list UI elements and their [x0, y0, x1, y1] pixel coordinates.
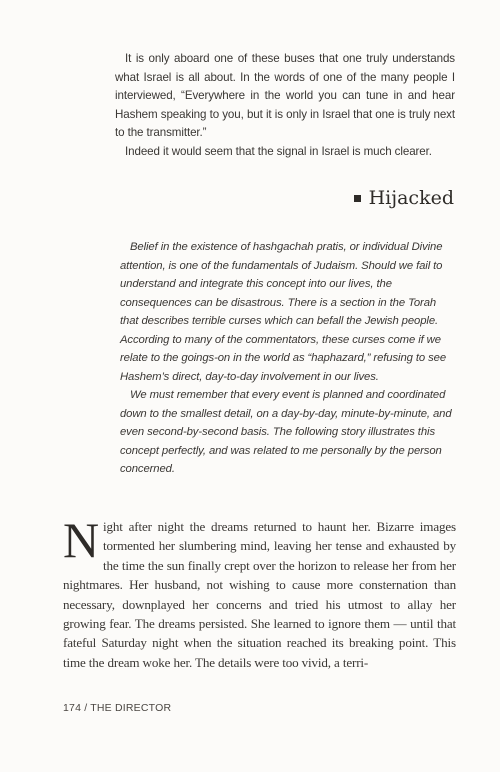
intro-passage — [115, 50, 455, 162]
story-paragraph — [63, 512, 456, 672]
section-heading-text: Hijacked — [368, 187, 454, 209]
drop-cap: N — [63, 512, 99, 568]
intro-paragraph-2: Indeed it would seem that the signal in Israel is much clearer. — [125, 144, 432, 158]
italic-paragraph-2: We must remember that every event is planned and coordinated down to the smallest detail, on a day-by-day, minute-by-minute, and even second-by-second basis. The following story illustrates this concept perfectly, and was related to me personally by the person concerned. — [120, 389, 452, 475]
italic-introduction — [120, 238, 452, 479]
square-bullet-icon — [354, 195, 361, 202]
story-text: ight after night the dreams returned to haunt her. Bizarre images tormented her slumbering mind, leaving her tense and exhausted by the time the sun finally crept over the horizon to release her from her nightmares. Her husband, not wishing to cause more consternation than necessary, downplayed her concerns and tried his utmost to allay her growing fear. The dreams persisted. She learned to ignore them — until that fateful Saturday night when the situation reached its breaking point. This time the dream woke her. The details were too vivid, a terri- — [63, 519, 456, 670]
story-body — [63, 512, 456, 672]
italic-paragraph-1: Belief in the existence of hashgachah pratis, or individual Divine attention, is one of the fundamentals of Judaism. Should we fail to understand and integrate this concept into our lives, the consequences can be disastrous. There is a section in the Torah that describes terrible curses which can befall the Jewish people. According to many of the commentators, these curses come if we relate to the goings-on in the world as “haphazard,” refusing to see Hashem’s direct, day-to-day involvement in our lives. — [120, 241, 447, 383]
intro-paragraph-1: It is only aboard one of these buses that one truly understands what Israel is all about. In the words of one of the many people I interviewed, “Everywhere in the world you can tune in and hear Hashem speaking to you, but it is only in Israel that one is truly next to the transmitter.” — [115, 52, 455, 140]
section-heading — [354, 187, 454, 209]
page-folio: 174 / THE DIRECTOR — [63, 702, 172, 714]
